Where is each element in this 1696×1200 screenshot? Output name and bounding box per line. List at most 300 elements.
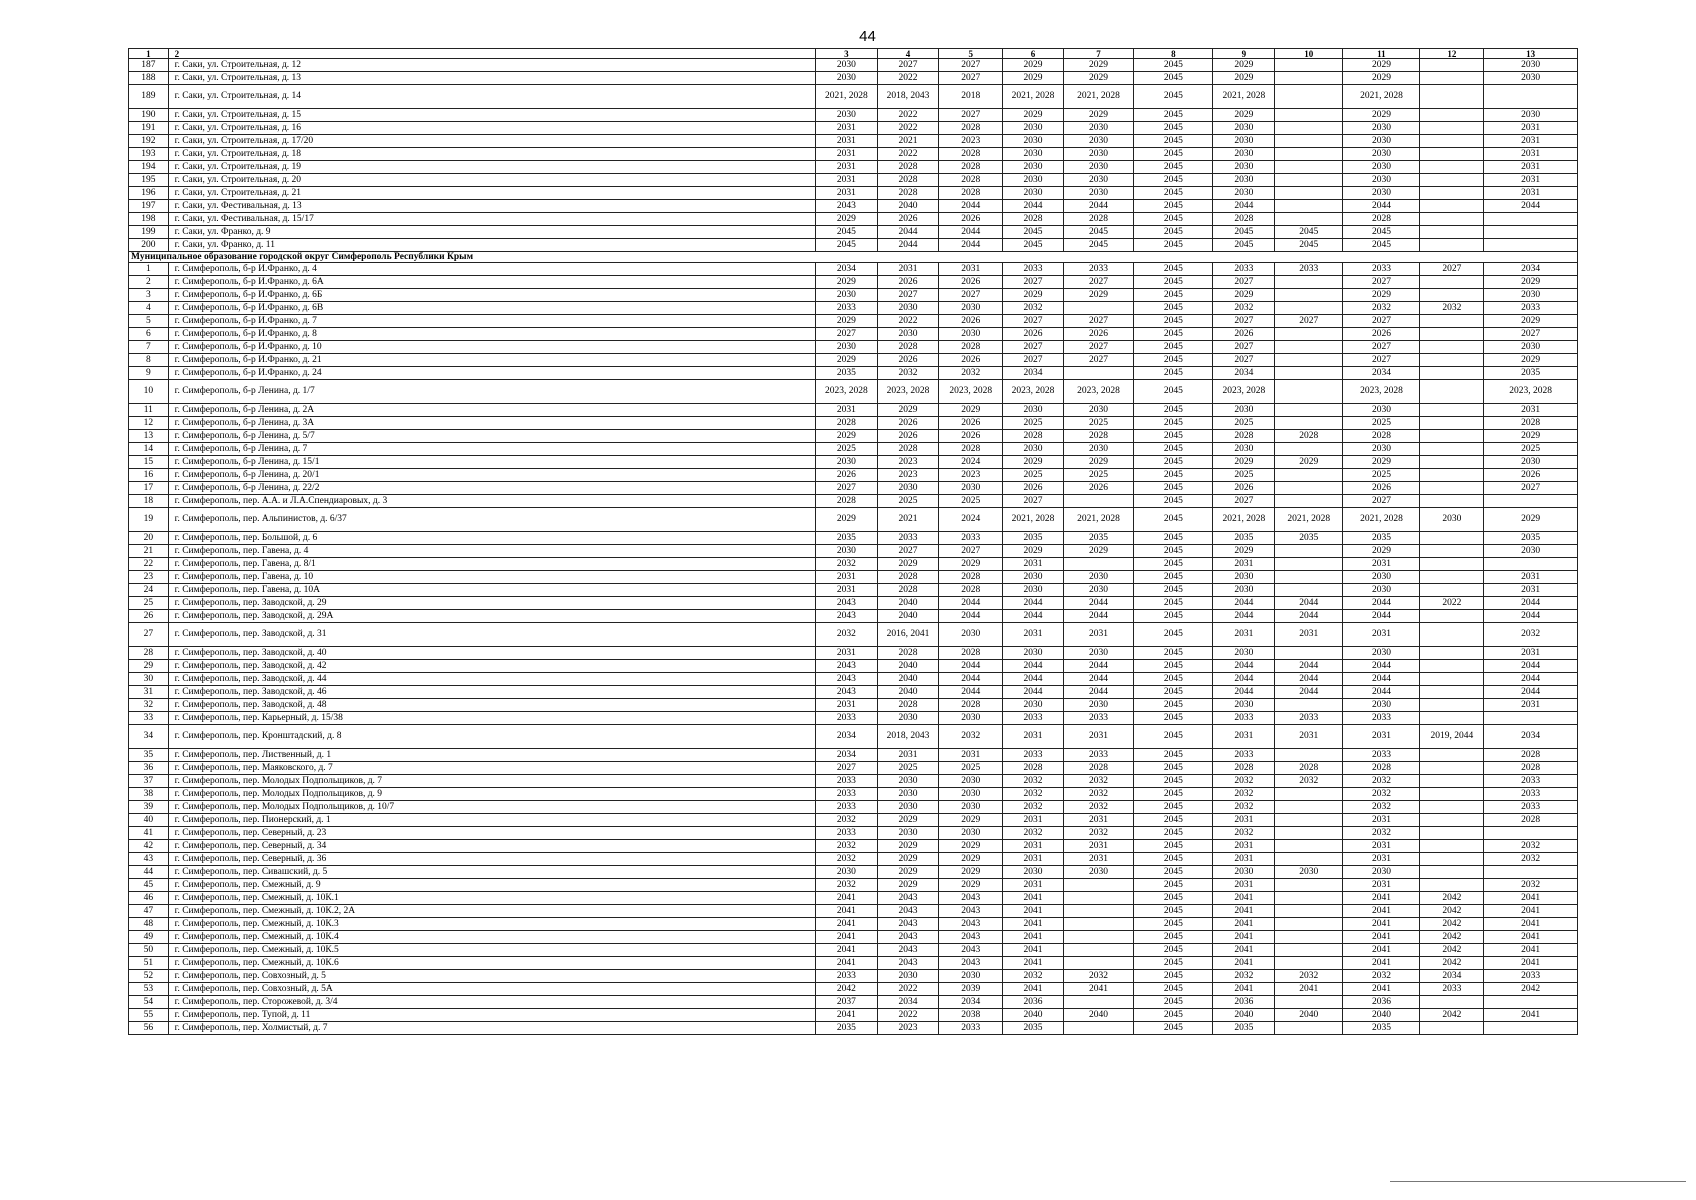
year-cell-col-12: 2042 bbox=[1420, 918, 1484, 931]
year-cell-col-6: 2025 bbox=[1003, 469, 1064, 482]
year-cell-col-11: 2026 bbox=[1343, 328, 1420, 341]
year-cell-col-10 bbox=[1275, 174, 1343, 187]
year-cell-col-11: 2036 bbox=[1343, 996, 1420, 1009]
year-cell-col-5: 2044 bbox=[939, 226, 1003, 239]
year-cell-col-9: 2041 bbox=[1213, 931, 1275, 944]
row-number: 34 bbox=[129, 725, 169, 749]
year-cell-col-6: 2027 bbox=[1003, 354, 1064, 367]
year-cell-col-3: 2032 bbox=[816, 558, 878, 571]
year-cell-col-3: 2030 bbox=[816, 59, 878, 72]
year-cell-col-6: 2044 bbox=[1003, 200, 1064, 213]
year-cell-col-8: 8 bbox=[1134, 49, 1213, 59]
year-cell-col-7: 2041 bbox=[1063, 983, 1133, 996]
year-cell-col-6: 2044 bbox=[1003, 610, 1064, 623]
year-cell-col-9: 2036 bbox=[1213, 996, 1275, 1009]
year-cell-col-7 bbox=[1063, 996, 1133, 1009]
row-number: 33 bbox=[129, 712, 169, 725]
table-row bbox=[129, 122, 1578, 135]
year-cell-col-8: 2045 bbox=[1134, 584, 1213, 597]
address-cell: г. Симферополь, пер. Гавена, д. 8/1 bbox=[168, 558, 815, 571]
address-cell: г. Симферополь, пер. Заводской, д. 42 bbox=[168, 660, 815, 673]
year-cell-col-5: 2031 bbox=[939, 749, 1003, 762]
table-row bbox=[129, 328, 1578, 341]
year-cell-col-8: 2045 bbox=[1134, 853, 1213, 866]
year-cell-col-3: 2041 bbox=[816, 944, 878, 957]
year-cell-col-10 bbox=[1275, 840, 1343, 853]
year-cell-col-7: 2030 bbox=[1063, 187, 1133, 200]
year-cell-col-8: 2045 bbox=[1134, 597, 1213, 610]
year-cell-col-7 bbox=[1063, 957, 1133, 970]
year-cell-col-3: 2035 bbox=[816, 532, 878, 545]
year-cell-col-13: 2029 bbox=[1484, 276, 1578, 289]
year-cell-col-3: 2045 bbox=[816, 239, 878, 252]
year-cell-col-4: 2028 bbox=[877, 443, 939, 456]
year-cell-col-10 bbox=[1275, 892, 1343, 905]
address-cell: г. Саки, ул. Строительная, д. 12 bbox=[168, 59, 815, 72]
year-cell-col-7: 2045 bbox=[1063, 226, 1133, 239]
year-cell-col-7: 2031 bbox=[1063, 725, 1133, 749]
year-cell-col-9: 2027 bbox=[1213, 354, 1275, 367]
address-cell: г. Симферополь, пер. Заводской, д. 29А bbox=[168, 610, 815, 623]
row-number: 195 bbox=[129, 174, 169, 187]
year-cell-col-5: 2043 bbox=[939, 957, 1003, 970]
year-cell-col-11: 2029 bbox=[1343, 109, 1420, 122]
year-cell-col-12 bbox=[1420, 814, 1484, 827]
year-cell-col-11: 2035 bbox=[1343, 1022, 1420, 1035]
address-cell: г. Саки, ул. Строительная, д. 16 bbox=[168, 122, 815, 135]
year-cell-col-11: 2044 bbox=[1343, 673, 1420, 686]
year-cell-col-4: 2040 bbox=[877, 660, 939, 673]
year-cell-col-10: 2030 bbox=[1275, 866, 1343, 879]
year-cell-col-7: 2030 bbox=[1063, 699, 1133, 712]
table-row bbox=[129, 623, 1578, 647]
year-cell-col-8: 2045 bbox=[1134, 456, 1213, 469]
year-cell-col-9: 2029 bbox=[1213, 545, 1275, 558]
year-cell-col-10 bbox=[1275, 135, 1343, 148]
table-row bbox=[129, 545, 1578, 558]
year-cell-col-5: 2030 bbox=[939, 482, 1003, 495]
year-cell-col-9: 2044 bbox=[1213, 673, 1275, 686]
table-row bbox=[129, 610, 1578, 623]
table-row bbox=[129, 174, 1578, 187]
year-cell-col-9: 2028 bbox=[1213, 762, 1275, 775]
year-cell-col-10 bbox=[1275, 814, 1343, 827]
year-cell-col-5: 2026 bbox=[939, 354, 1003, 367]
year-cell-col-12 bbox=[1420, 853, 1484, 866]
address-cell: г. Симферополь, б-р Ленина, д. 3А bbox=[168, 417, 815, 430]
year-cell-col-3: 2029 bbox=[816, 508, 878, 532]
address-cell: г. Саки, ул. Строительная, д. 13 bbox=[168, 72, 815, 85]
year-cell-col-10 bbox=[1275, 276, 1343, 289]
year-cell-col-12 bbox=[1420, 610, 1484, 623]
year-cell-col-13: 2031 bbox=[1484, 135, 1578, 148]
year-cell-col-3: 2041 bbox=[816, 957, 878, 970]
year-cell-col-4: 2026 bbox=[877, 354, 939, 367]
year-cell-col-13: 2027 bbox=[1484, 328, 1578, 341]
row-number: 52 bbox=[129, 970, 169, 983]
year-cell-col-8: 2045 bbox=[1134, 263, 1213, 276]
year-cell-col-8: 2045 bbox=[1134, 879, 1213, 892]
year-cell-col-12 bbox=[1420, 328, 1484, 341]
year-cell-col-10 bbox=[1275, 801, 1343, 814]
year-cell-col-11: 2041 bbox=[1343, 918, 1420, 931]
year-cell-col-11: 2030 bbox=[1343, 584, 1420, 597]
year-cell-col-4: 2027 bbox=[877, 289, 939, 302]
year-cell-col-7: 2044 bbox=[1063, 660, 1133, 673]
year-cell-col-9: 2041 bbox=[1213, 944, 1275, 957]
year-cell-col-10: 2033 bbox=[1275, 263, 1343, 276]
address-cell: г. Симферополь, пер. Северный, д. 23 bbox=[168, 827, 815, 840]
year-cell-col-13: 2034 bbox=[1484, 725, 1578, 749]
year-cell-col-6: 2029 bbox=[1003, 545, 1064, 558]
table-row bbox=[129, 430, 1578, 443]
year-cell-col-4: 2018, 2043 bbox=[877, 85, 939, 109]
year-cell-col-12 bbox=[1420, 122, 1484, 135]
address-cell: г. Симферополь, пер. Смежный, д. 10К.5 bbox=[168, 944, 815, 957]
year-cell-col-5: 2027 bbox=[939, 545, 1003, 558]
year-cell-col-11: 2031 bbox=[1343, 853, 1420, 866]
year-cell-col-8: 2045 bbox=[1134, 545, 1213, 558]
year-cell-col-4: 2031 bbox=[877, 749, 939, 762]
year-cell-col-7: 2035 bbox=[1063, 532, 1133, 545]
table-row bbox=[129, 59, 1578, 72]
year-cell-col-12 bbox=[1420, 673, 1484, 686]
year-cell-col-10 bbox=[1275, 187, 1343, 200]
address-cell: г. Саки, ул. Строительная, д. 17/20 bbox=[168, 135, 815, 148]
year-cell-col-10: 2021, 2028 bbox=[1275, 508, 1343, 532]
year-cell-col-8: 2045 bbox=[1134, 302, 1213, 315]
row-number: 23 bbox=[129, 571, 169, 584]
year-cell-col-10 bbox=[1275, 571, 1343, 584]
year-cell-col-5: 2028 bbox=[939, 148, 1003, 161]
year-cell-col-10 bbox=[1275, 495, 1343, 508]
address-cell: г. Саки, ул. Франко, д. 9 bbox=[168, 226, 815, 239]
year-cell-col-10 bbox=[1275, 289, 1343, 302]
year-cell-col-11: 2029 bbox=[1343, 545, 1420, 558]
row-number: 51 bbox=[129, 957, 169, 970]
year-cell-col-4: 2022 bbox=[877, 1009, 939, 1022]
year-cell-col-12 bbox=[1420, 545, 1484, 558]
year-cell-col-5: 2028 bbox=[939, 647, 1003, 660]
address-cell: г. Симферополь, пер. Заводской, д. 40 bbox=[168, 647, 815, 660]
year-cell-col-10 bbox=[1275, 699, 1343, 712]
year-cell-col-8: 2045 bbox=[1134, 571, 1213, 584]
year-cell-col-11: 2041 bbox=[1343, 892, 1420, 905]
year-cell-col-5: 2033 bbox=[939, 1022, 1003, 1035]
year-cell-col-5: 2044 bbox=[939, 686, 1003, 699]
year-cell-col-10 bbox=[1275, 482, 1343, 495]
year-cell-col-5: 2028 bbox=[939, 699, 1003, 712]
year-cell-col-9: 2044 bbox=[1213, 597, 1275, 610]
year-cell-col-5: 2030 bbox=[939, 623, 1003, 647]
year-cell-col-9: 2032 bbox=[1213, 788, 1275, 801]
table-row bbox=[129, 148, 1578, 161]
year-cell-col-10 bbox=[1275, 944, 1343, 957]
year-cell-col-10: 2028 bbox=[1275, 762, 1343, 775]
table-row bbox=[129, 276, 1578, 289]
year-cell-col-7: 2032 bbox=[1063, 801, 1133, 814]
year-cell-col-4: 2026 bbox=[877, 430, 939, 443]
year-cell-col-12 bbox=[1420, 109, 1484, 122]
table-row bbox=[129, 801, 1578, 814]
year-cell-col-6: 2041 bbox=[1003, 957, 1064, 970]
year-cell-col-9: 2028 bbox=[1213, 213, 1275, 226]
year-cell-col-11: 2041 bbox=[1343, 957, 1420, 970]
year-cell-col-3: 2041 bbox=[816, 905, 878, 918]
year-cell-col-10 bbox=[1275, 85, 1343, 109]
year-cell-col-6: 2032 bbox=[1003, 801, 1064, 814]
year-cell-col-6: 2030 bbox=[1003, 174, 1064, 187]
year-cell-col-3: 2029 bbox=[816, 213, 878, 226]
year-cell-col-5: 2032 bbox=[939, 725, 1003, 749]
year-cell-col-13: 2041 bbox=[1484, 892, 1578, 905]
year-cell-col-7: 2029 bbox=[1063, 109, 1133, 122]
address-cell: г. Саки, ул. Фестивальная, д. 13 bbox=[168, 200, 815, 213]
year-cell-col-6: 2031 bbox=[1003, 840, 1064, 853]
year-cell-col-6: 2033 bbox=[1003, 712, 1064, 725]
address-cell: г. Симферополь, пер. Гавена, д. 10 bbox=[168, 571, 815, 584]
year-cell-col-4: 2030 bbox=[877, 801, 939, 814]
row-number: 55 bbox=[129, 1009, 169, 1022]
year-cell-col-12: 2019, 2044 bbox=[1420, 725, 1484, 749]
year-cell-col-13: 2031 bbox=[1484, 647, 1578, 660]
year-cell-col-10: 2031 bbox=[1275, 725, 1343, 749]
year-cell-col-9: 2021, 2028 bbox=[1213, 85, 1275, 109]
year-cell-col-6: 2029 bbox=[1003, 109, 1064, 122]
year-cell-col-9: 2041 bbox=[1213, 957, 1275, 970]
year-cell-col-13: 2028 bbox=[1484, 762, 1578, 775]
year-cell-col-8: 2045 bbox=[1134, 226, 1213, 239]
address-cell: г. Симферополь, б-р И.Франко, д. 24 bbox=[168, 367, 815, 380]
table-row bbox=[129, 532, 1578, 545]
year-cell-col-7: 2030 bbox=[1063, 174, 1133, 187]
year-cell-col-11: 2031 bbox=[1343, 814, 1420, 827]
year-cell-col-7: 2031 bbox=[1063, 623, 1133, 647]
year-cell-col-13: 2030 bbox=[1484, 456, 1578, 469]
year-cell-col-4: 2029 bbox=[877, 866, 939, 879]
table-row bbox=[129, 380, 1578, 404]
table-row bbox=[129, 905, 1578, 918]
year-cell-col-4: 2030 bbox=[877, 970, 939, 983]
address-cell: г. Симферополь, пер. Тупой, д. 11 bbox=[168, 1009, 815, 1022]
year-cell-col-6: 2036 bbox=[1003, 996, 1064, 1009]
year-cell-col-6: 2044 bbox=[1003, 686, 1064, 699]
year-cell-col-4: 2029 bbox=[877, 814, 939, 827]
year-cell-col-12 bbox=[1420, 584, 1484, 597]
year-cell-col-8: 2045 bbox=[1134, 905, 1213, 918]
table-row bbox=[129, 495, 1578, 508]
year-cell-col-7: 2027 bbox=[1063, 354, 1133, 367]
year-cell-col-7: 2031 bbox=[1063, 814, 1133, 827]
year-cell-col-9: 2030 bbox=[1213, 647, 1275, 660]
year-cell-col-11: 2028 bbox=[1343, 430, 1420, 443]
year-cell-col-11: 2030 bbox=[1343, 174, 1420, 187]
year-cell-col-5: 2029 bbox=[939, 558, 1003, 571]
year-cell-col-3: 2032 bbox=[816, 840, 878, 853]
year-cell-col-8: 2045 bbox=[1134, 367, 1213, 380]
year-cell-col-3: 2028 bbox=[816, 495, 878, 508]
row-number: 32 bbox=[129, 699, 169, 712]
year-cell-col-4: 2028 bbox=[877, 187, 939, 200]
year-cell-col-8: 2045 bbox=[1134, 328, 1213, 341]
year-cell-col-13: 2041 bbox=[1484, 957, 1578, 970]
address-cell: г. Симферополь, б-р И.Франко, д. 6В bbox=[168, 302, 815, 315]
year-cell-col-12: 2032 bbox=[1420, 302, 1484, 315]
row-number: 189 bbox=[129, 85, 169, 109]
year-cell-col-4: 2022 bbox=[877, 72, 939, 85]
table-row bbox=[129, 699, 1578, 712]
year-cell-col-12 bbox=[1420, 840, 1484, 853]
year-cell-col-6: 2030 bbox=[1003, 122, 1064, 135]
year-cell-col-12 bbox=[1420, 59, 1484, 72]
year-cell-col-8: 2045 bbox=[1134, 712, 1213, 725]
table-row bbox=[129, 571, 1578, 584]
table-row bbox=[129, 944, 1578, 957]
table-row bbox=[129, 161, 1578, 174]
year-cell-col-5: 2043 bbox=[939, 931, 1003, 944]
year-cell-col-8: 2045 bbox=[1134, 239, 1213, 252]
year-cell-col-11: 2027 bbox=[1343, 341, 1420, 354]
row-number: 41 bbox=[129, 827, 169, 840]
year-cell-col-7: 2032 bbox=[1063, 827, 1133, 840]
year-cell-col-12 bbox=[1420, 341, 1484, 354]
year-cell-col-6: 2032 bbox=[1003, 788, 1064, 801]
year-cell-col-5: 2043 bbox=[939, 905, 1003, 918]
year-cell-col-12: 2022 bbox=[1420, 597, 1484, 610]
year-cell-col-9: 2029 bbox=[1213, 289, 1275, 302]
year-cell-col-5: 2029 bbox=[939, 866, 1003, 879]
year-cell-col-4: 2040 bbox=[877, 200, 939, 213]
year-cell-col-8: 2045 bbox=[1134, 109, 1213, 122]
year-cell-col-10: 10 bbox=[1275, 49, 1343, 59]
table-row bbox=[129, 647, 1578, 660]
address-cell: г. Симферополь, б-р Ленина, д. 1/7 bbox=[168, 380, 815, 404]
address-cell: г. Симферополь, б-р Ленина, д. 7 bbox=[168, 443, 815, 456]
year-cell-col-8: 2045 bbox=[1134, 380, 1213, 404]
year-cell-col-3: 2043 bbox=[816, 597, 878, 610]
year-cell-col-13: 2044 bbox=[1484, 200, 1578, 213]
address-cell: г. Симферополь, б-р И.Франко, д. 8 bbox=[168, 328, 815, 341]
year-cell-col-8: 2045 bbox=[1134, 762, 1213, 775]
year-cell-col-13: 2031 bbox=[1484, 571, 1578, 584]
address-cell: г. Саки, ул. Франко, д. 11 bbox=[168, 239, 815, 252]
year-cell-col-13: 2030 bbox=[1484, 59, 1578, 72]
year-cell-col-5: 2028 bbox=[939, 122, 1003, 135]
row-number: 56 bbox=[129, 1022, 169, 1035]
year-cell-col-5: 2029 bbox=[939, 840, 1003, 853]
year-cell-col-11: 2041 bbox=[1343, 944, 1420, 957]
year-cell-col-9: 2023, 2028 bbox=[1213, 380, 1275, 404]
year-cell-col-4: 2032 bbox=[877, 367, 939, 380]
year-cell-col-8: 2045 bbox=[1134, 801, 1213, 814]
year-cell-col-7: 2033 bbox=[1063, 749, 1133, 762]
year-cell-col-7 bbox=[1063, 944, 1133, 957]
year-cell-col-8: 2045 bbox=[1134, 866, 1213, 879]
year-cell-col-11: 2041 bbox=[1343, 983, 1420, 996]
year-cell-col-9: 2030 bbox=[1213, 584, 1275, 597]
year-cell-col-9: 2031 bbox=[1213, 879, 1275, 892]
year-cell-col-12 bbox=[1420, 187, 1484, 200]
year-cell-col-10 bbox=[1275, 558, 1343, 571]
year-cell-col-11: 2023, 2028 bbox=[1343, 380, 1420, 404]
year-cell-col-13: 2023, 2028 bbox=[1484, 380, 1578, 404]
address-cell: г. Симферополь, б-р И.Франко, д. 10 bbox=[168, 341, 815, 354]
table-row bbox=[129, 866, 1578, 879]
year-cell-col-13: 2031 bbox=[1484, 584, 1578, 597]
year-cell-col-3: 2043 bbox=[816, 200, 878, 213]
year-cell-col-7: 2040 bbox=[1063, 1009, 1133, 1022]
year-cell-col-9: 2025 bbox=[1213, 469, 1275, 482]
year-cell-col-13: 2028 bbox=[1484, 417, 1578, 430]
year-cell-col-10: 2045 bbox=[1275, 239, 1343, 252]
year-cell-col-10 bbox=[1275, 905, 1343, 918]
row-number: 6 bbox=[129, 328, 169, 341]
year-cell-col-6: 2044 bbox=[1003, 660, 1064, 673]
year-cell-col-9: 2028 bbox=[1213, 430, 1275, 443]
year-cell-col-7: 2030 bbox=[1063, 866, 1133, 879]
year-cell-col-12 bbox=[1420, 762, 1484, 775]
year-cell-col-10: 2044 bbox=[1275, 610, 1343, 623]
address-cell: г. Симферополь, б-р Ленина, д. 22/2 bbox=[168, 482, 815, 495]
address-cell: г. Симферополь, пер. Гавена, д. 4 bbox=[168, 545, 815, 558]
year-cell-col-11: 2032 bbox=[1343, 970, 1420, 983]
year-cell-col-4: 2030 bbox=[877, 775, 939, 788]
table-row bbox=[129, 983, 1578, 996]
table-row bbox=[129, 712, 1578, 725]
year-cell-col-4: 2023, 2028 bbox=[877, 380, 939, 404]
year-cell-col-11: 2033 bbox=[1343, 263, 1420, 276]
year-cell-col-8: 2045 bbox=[1134, 840, 1213, 853]
year-cell-col-12 bbox=[1420, 749, 1484, 762]
year-cell-col-8: 2045 bbox=[1134, 443, 1213, 456]
table-row bbox=[129, 187, 1578, 200]
year-cell-col-12 bbox=[1420, 135, 1484, 148]
year-cell-col-13: 2042 bbox=[1484, 983, 1578, 996]
year-cell-col-10 bbox=[1275, 584, 1343, 597]
year-cell-col-11: 2040 bbox=[1343, 1009, 1420, 1022]
year-cell-col-3: 2031 bbox=[816, 584, 878, 597]
year-cell-col-5: 2043 bbox=[939, 944, 1003, 957]
year-cell-col-6: 2032 bbox=[1003, 827, 1064, 840]
year-cell-col-13 bbox=[1484, 1022, 1578, 1035]
year-cell-col-7: 2028 bbox=[1063, 762, 1133, 775]
year-cell-col-5: 2026 bbox=[939, 213, 1003, 226]
year-cell-col-11: 2030 bbox=[1343, 404, 1420, 417]
address-cell: г. Симферополь, пер. Смежный, д. 10К.4 bbox=[168, 931, 815, 944]
year-cell-col-8: 2045 bbox=[1134, 944, 1213, 957]
year-cell-col-7 bbox=[1063, 558, 1133, 571]
table-row bbox=[129, 200, 1578, 213]
year-cell-col-11: 2032 bbox=[1343, 827, 1420, 840]
year-cell-col-12 bbox=[1420, 276, 1484, 289]
year-cell-col-9: 2034 bbox=[1213, 367, 1275, 380]
year-cell-col-6: 2027 bbox=[1003, 276, 1064, 289]
year-cell-col-11: 2021, 2028 bbox=[1343, 508, 1420, 532]
year-cell-col-6: 2044 bbox=[1003, 673, 1064, 686]
year-cell-col-7: 2030 bbox=[1063, 647, 1133, 660]
year-cell-col-7: 2028 bbox=[1063, 213, 1133, 226]
year-cell-col-6: 2021, 2028 bbox=[1003, 508, 1064, 532]
row-number: 196 bbox=[129, 187, 169, 200]
row-number: 46 bbox=[129, 892, 169, 905]
year-cell-col-13: 2027 bbox=[1484, 482, 1578, 495]
table-row bbox=[129, 660, 1578, 673]
year-cell-col-7: 2021, 2028 bbox=[1063, 508, 1133, 532]
year-cell-col-12 bbox=[1420, 558, 1484, 571]
year-cell-col-9: 2033 bbox=[1213, 263, 1275, 276]
year-cell-col-13: 2044 bbox=[1484, 597, 1578, 610]
year-cell-col-12 bbox=[1420, 623, 1484, 647]
